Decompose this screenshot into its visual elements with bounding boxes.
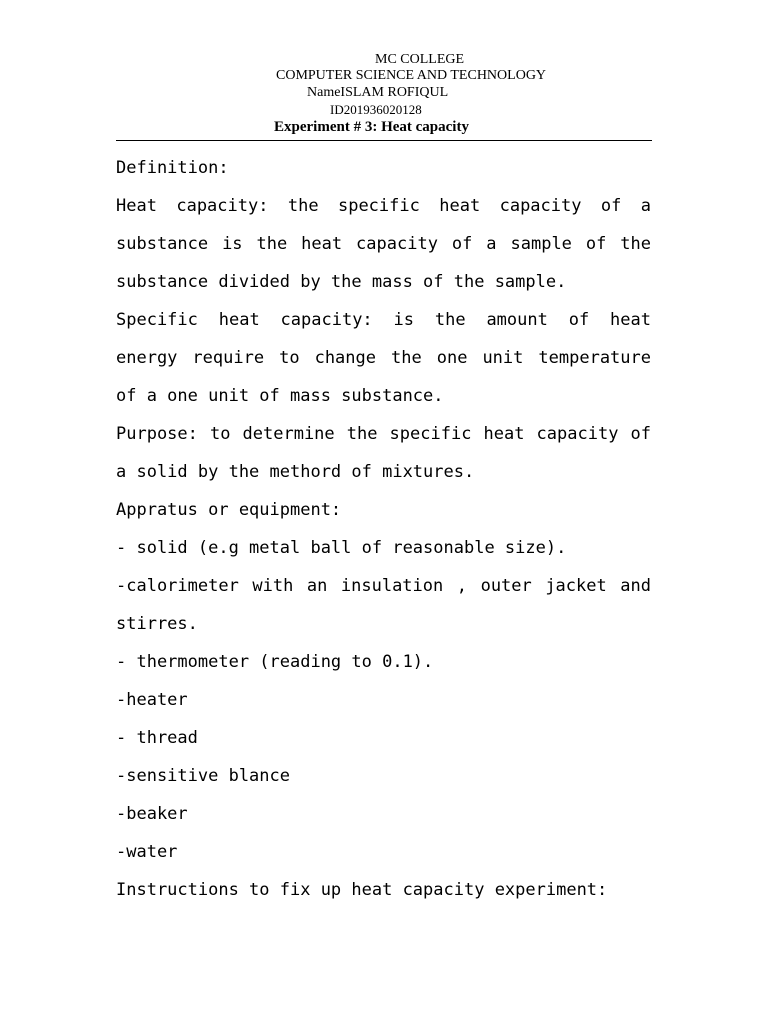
paragraph-line: a solid by the methord of mixtures.: [116, 462, 475, 482]
paragraph-line: of a one unit of mass substance.: [116, 386, 444, 406]
paragraph-line: substance is the heat capacity of a sample of the: [116, 234, 651, 254]
paragraph-line: Heat capacity: the specific heat capacity of a: [116, 196, 651, 216]
student-id: ID201936020128: [330, 102, 422, 117]
list-item: - solid (e.g metal ball of reasonable size).: [116, 538, 567, 558]
section-heading-definition: Definition:: [116, 158, 229, 178]
college-name: MC COLLEGE: [375, 52, 465, 67]
section-heading-apparatus: Appratus or equipment:: [116, 500, 342, 520]
paragraph-line: Purpose: to determine the specific heat capacity of: [116, 424, 651, 444]
student-name: NameISLAM ROFIQUL: [307, 85, 449, 100]
experiment-title: Experiment # 3: Heat capacity: [274, 119, 469, 135]
list-item: -heater: [116, 690, 188, 710]
list-item: - thread: [116, 728, 198, 748]
paragraph-line: Specific heat capacity: is the amount of heat: [116, 310, 651, 330]
header-divider: [116, 140, 652, 141]
paragraph-line: energy require to change the one unit temperature: [116, 348, 651, 368]
list-item: -sensitive blance: [116, 766, 290, 786]
list-item: - thermometer (reading to 0.1).: [116, 652, 434, 672]
list-item-continuation: stirres.: [116, 614, 198, 634]
list-item: -water: [116, 842, 178, 862]
section-heading-instructions: Instructions to fix up heat capacity experiment:: [116, 880, 608, 900]
paragraph-line: substance divided by the mass of the sample.: [116, 272, 567, 292]
list-item: -calorimeter with an insulation , outer jacket and: [116, 576, 651, 596]
list-item: -beaker: [116, 804, 188, 824]
department-name: COMPUTER SCIENCE AND TECHNOLOGY: [276, 68, 547, 83]
